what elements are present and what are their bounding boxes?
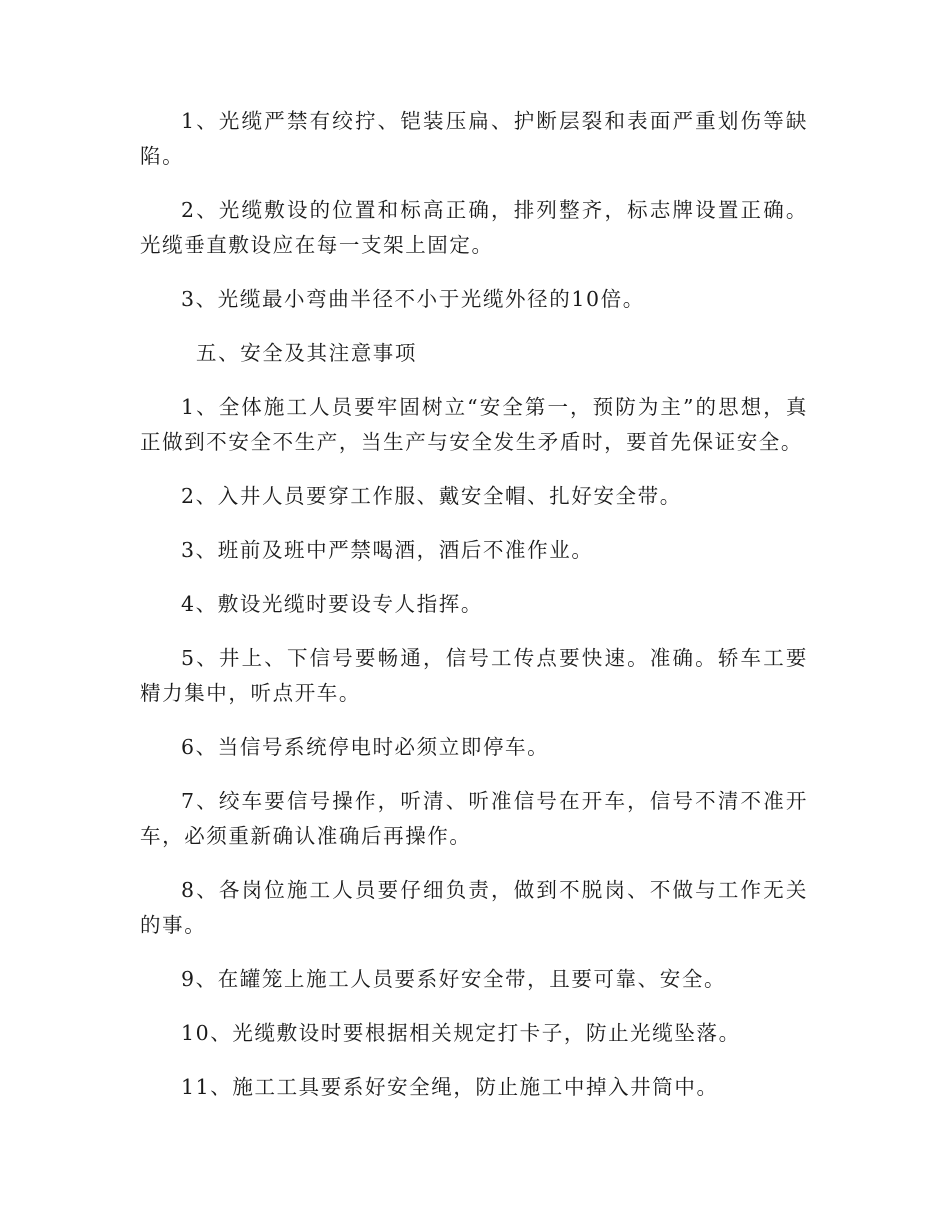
document-page: [140, 104, 808, 1124]
safety-item-11: 11、施工工具要系好安全绳，防止施工中掉入井筒中。: [181, 1075, 719, 1099]
cable-item-2: 2、光缆敷设的位置和标高正确，排列整齐，标志牌设置正确。光缆垂直敷设应在每一支架上固定。: [140, 198, 808, 257]
safety-item-8: 8、各岗位施工人员要仔细负责，做到不脱岗、不做与工作无关的事。: [140, 878, 808, 937]
section-heading: 五、安全及其注意事项: [196, 341, 417, 365]
cable-item-1: 1、光缆严禁有绞拧、铠装压扁、护断层裂和表面严重划伤等缺陷。: [140, 109, 808, 168]
safety-item-2: 2、入井人员要穿工作服、戴安全帽、扎好安全带。: [181, 484, 682, 508]
cable-item-3: 3、光缆最小弯曲半径不小于光缆外径的10倍。: [181, 287, 645, 311]
safety-item-10: 10、光缆敷设时要根据相关规定打卡子，防止光缆坠落。: [181, 1021, 741, 1045]
safety-item-7: 7、绞车要信号操作，听清、听准信号在开车，信号不清不准开车，必须重新确认准确后再操作。: [140, 789, 808, 848]
safety-item-3: 3、班前及班中严禁喝酒，酒后不准作业。: [181, 538, 594, 562]
safety-item-1: 1、全体施工人员要牢固树立“安全第一，预防为主”的思想，真正做到不安全不生产，当生产与安全发生矛盾时，要首先保证安全。: [140, 395, 808, 454]
safety-item-9: 9、在罐笼上施工人员要系好安全带，且要可靠、安全。: [181, 967, 727, 991]
safety-item-6: 6、当信号系统停电时必须立即停车。: [181, 735, 550, 759]
safety-item-5: 5、井上、下信号要畅通，信号工传点要快速。准确。轿车工要精力集中，听点开车。: [140, 646, 808, 705]
safety-item-4: 4、敷设光缆时要设专人指挥。: [181, 592, 483, 616]
